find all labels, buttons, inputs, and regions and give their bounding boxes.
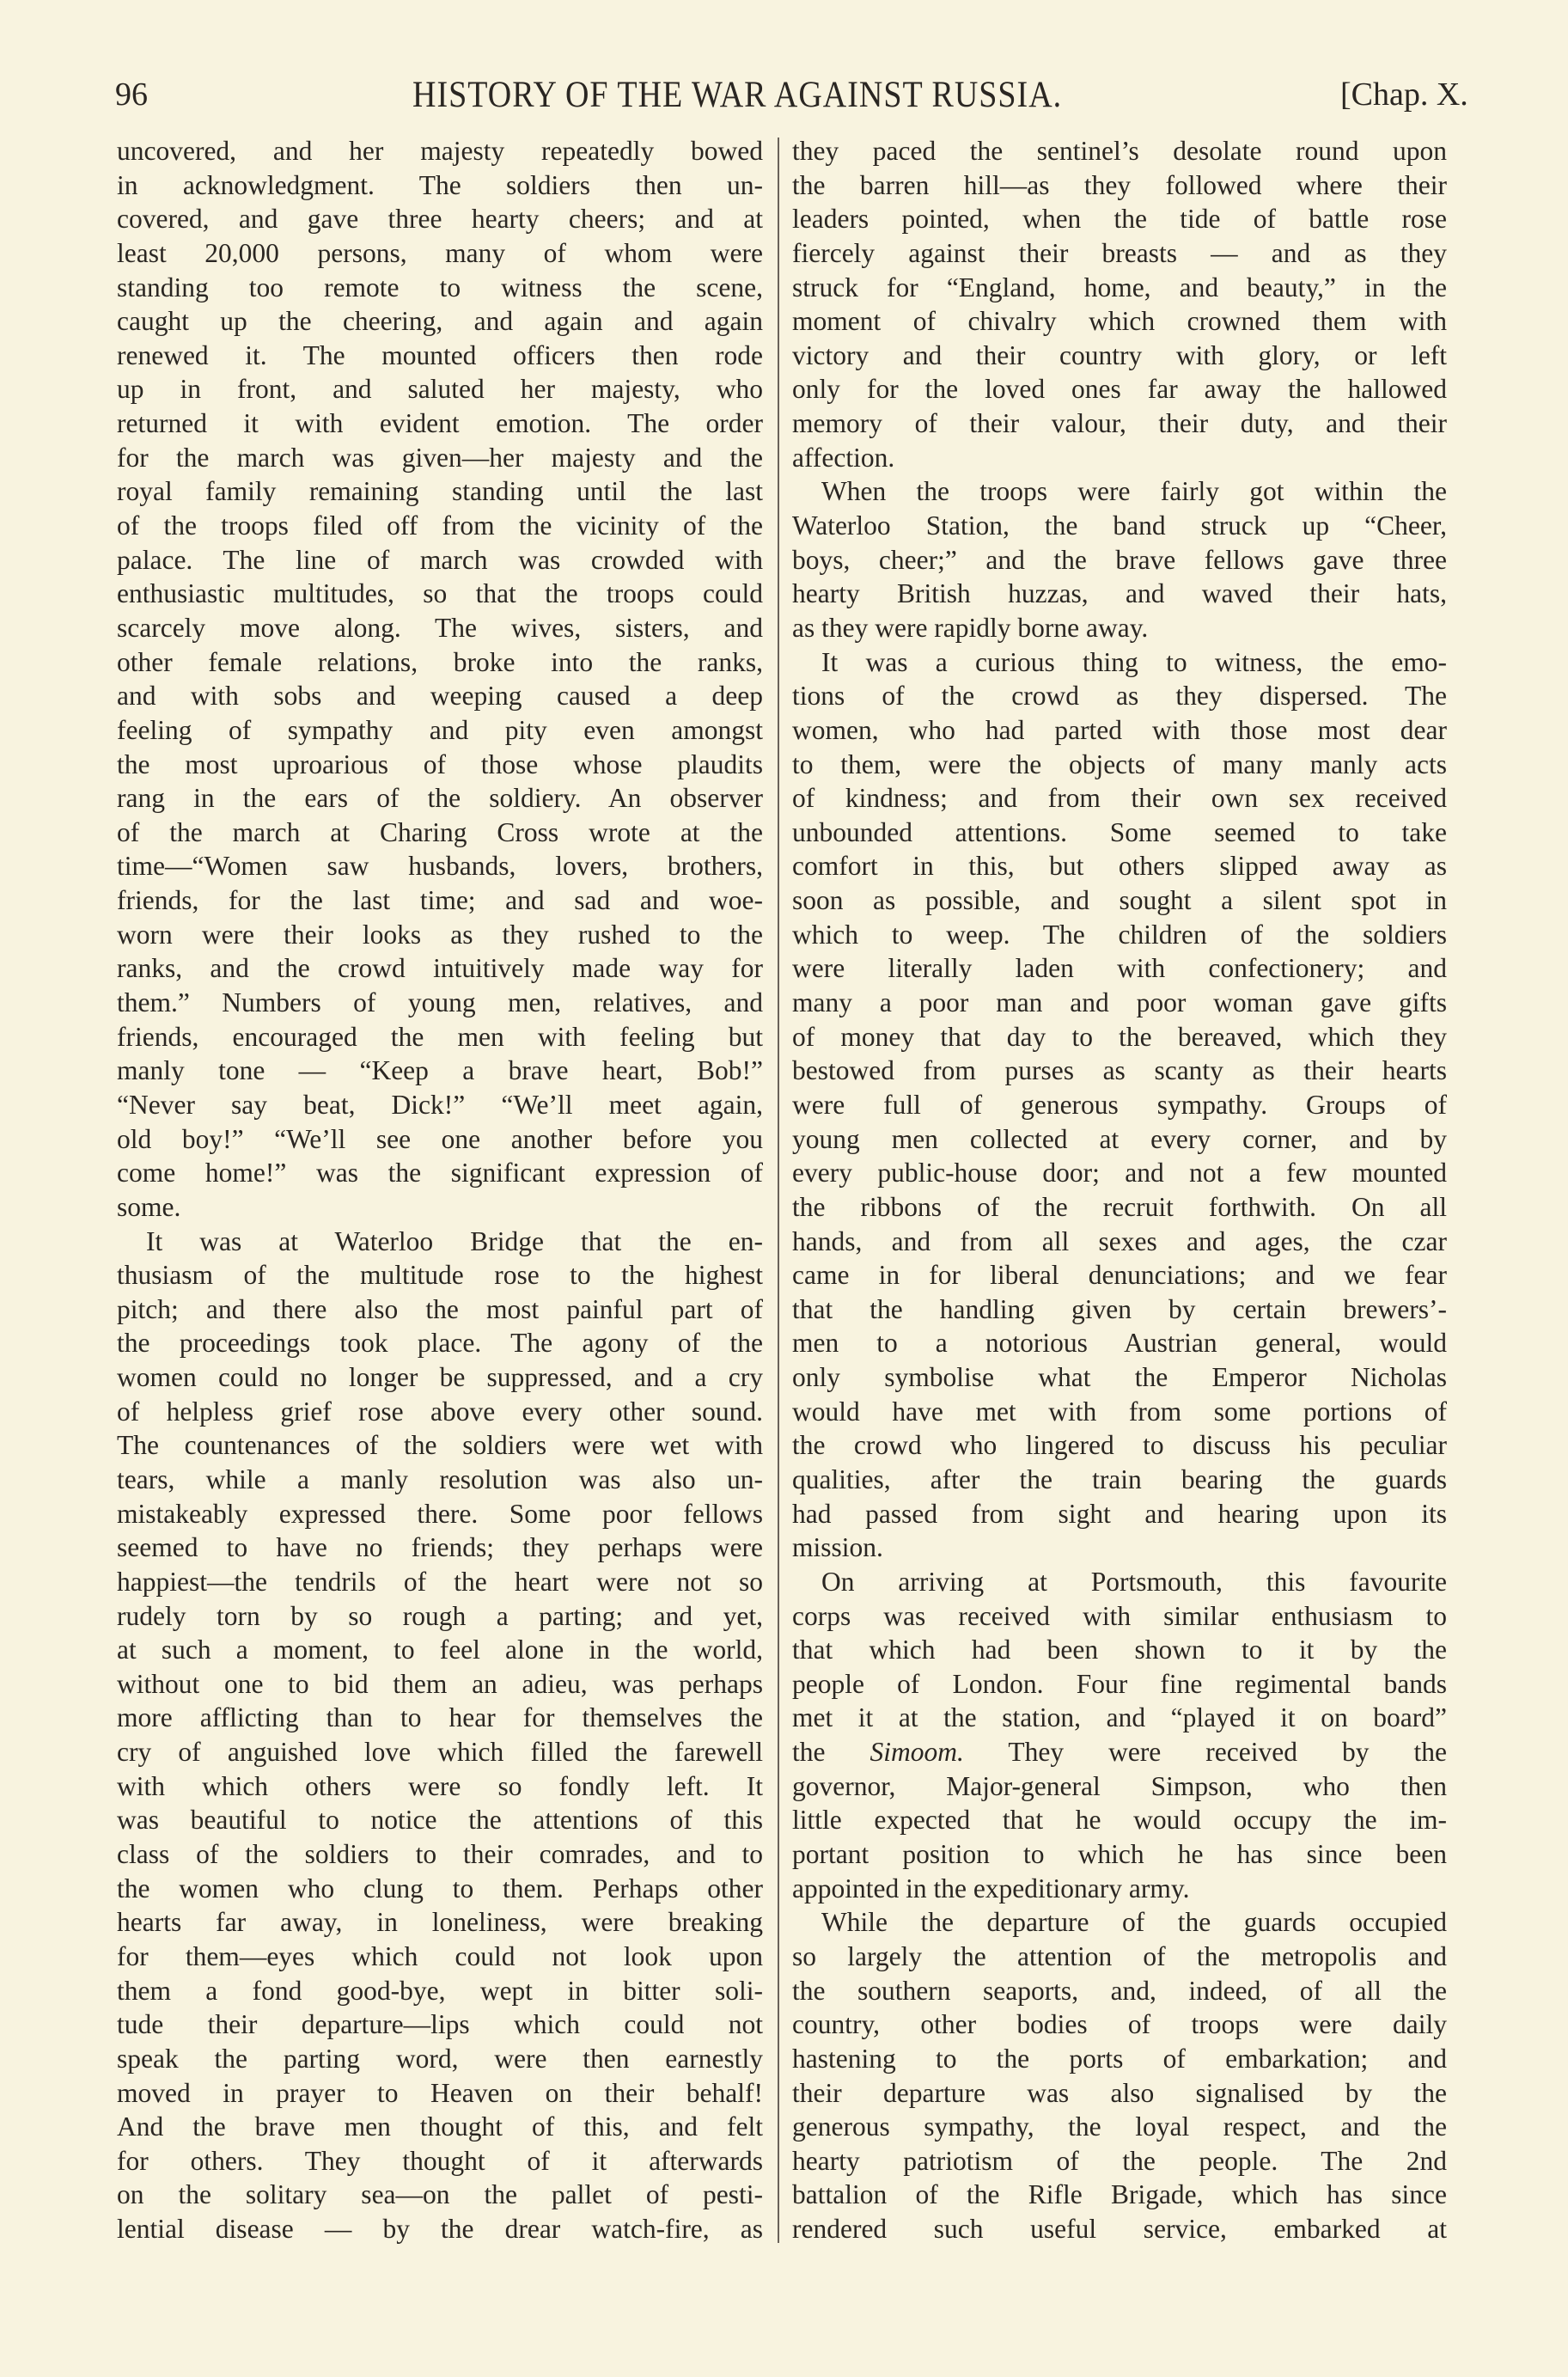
- text-line: at such a moment, to feel alone in the world,: [117, 1635, 763, 1665]
- running-title: HISTORY OF THE WAR AGAINST RUSSIA.: [412, 73, 1063, 116]
- text-line: royal family remaining standing until the last: [117, 476, 763, 507]
- left-column: [117, 134, 763, 2246]
- text-line: of the troops filed off from the vicinity of the: [117, 510, 763, 541]
- text-line: While the departure of the guards occupied: [821, 1907, 1447, 1938]
- text-line: qualities, after the train bearing the guards: [792, 1463, 1447, 1494]
- text-line: were full of generous sympathy. Groups of: [792, 1089, 1447, 1120]
- text-line: unbounded attentions. Some seemed to take: [792, 816, 1447, 847]
- text-line: lential disease — by the drear watch-fire, as: [117, 2214, 763, 2245]
- text-line: would have met with from some portions of: [792, 1396, 1447, 1427]
- text-line: many a poor man and poor woman gave gifts: [792, 987, 1447, 1018]
- text-line: as they were rapidly borne away.: [792, 612, 1149, 643]
- text-line: friends, for the last time; and sad and woe-: [117, 885, 763, 916]
- text-line: mistakeably expressed there. Some poor fellows: [117, 1498, 763, 1529]
- text-line: renewed it. The mounted officers then rode: [117, 339, 763, 370]
- text-line: standing too remote to witness the scene,: [117, 272, 763, 302]
- text-line: When the troops were fairly got within the: [821, 476, 1447, 507]
- text-line: the Simoom. They were received by the: [792, 1737, 1447, 1768]
- text-line: come home!” was the significant expression of: [117, 1158, 763, 1188]
- text-line: tions of the crowd as they dispersed. The: [792, 681, 1447, 712]
- text-line: It was at Waterloo Bridge that the en-: [146, 1225, 763, 1256]
- text-line: that the handling given by certain brewers’-: [792, 1293, 1447, 1324]
- text-line: only symbolise what the Emperor Nicholas: [792, 1362, 1447, 1393]
- text-line: the barren hill—as they followed where their: [792, 169, 1447, 200]
- text-line: to them, were the objects of many manly acts: [792, 749, 1447, 779]
- text-line: more afflicting than to hear for themselves the: [117, 1702, 763, 1733]
- text-line: only for the loved ones far away the hallowed: [792, 374, 1447, 405]
- text-line: young men collected at every corner, and by: [792, 1123, 1447, 1154]
- column-divider: [778, 137, 779, 2243]
- text-line: battalion of the Rifle Brigade, which has since: [792, 2179, 1447, 2210]
- text-line: It was a curious thing to witness, the emo-: [821, 646, 1447, 677]
- text-line: thusiasm of the multitude rose to the highest: [117, 1260, 763, 1291]
- text-line: women could no longer be suppressed, and a cry: [117, 1362, 763, 1393]
- paragraph: [792, 134, 1447, 474]
- text-line: of money that day to the bereaved, which they: [792, 1021, 1447, 1052]
- text-line: other female relations, broke into the ranks,: [117, 646, 763, 677]
- text-line: worn were their looks as they rushed to the: [117, 919, 763, 950]
- text-line: country, other bodies of troops were daily: [792, 2009, 1447, 2040]
- paragraph: [117, 1225, 763, 2246]
- text-line: portant position to which he has since been: [792, 1839, 1447, 1870]
- text-line: for others. They thought of it afterwards: [117, 2145, 763, 2176]
- text-line: comfort in this, but others slipped away as: [792, 851, 1447, 882]
- text-line: least 20,000 persons, many of whom were: [117, 237, 763, 268]
- text-line: fiercely against their breasts — and as they: [792, 237, 1447, 268]
- paragraph: [792, 1905, 1447, 2246]
- text-line: and with sobs and weeping caused a deep: [117, 681, 763, 712]
- text-line: bestowed from purses as scanty as their hearts: [792, 1055, 1447, 1086]
- text-line: for them—eyes which could not look upon: [117, 1940, 763, 1971]
- text-line: rudely torn by so rough a parting; and yet,: [117, 1600, 763, 1631]
- text-line: caught up the cheering, and again and again: [117, 306, 763, 337]
- text-line: covered, and gave three hearty cheers; and at: [117, 204, 763, 235]
- text-line: hands, and from all sexes and ages, the czar: [792, 1225, 1447, 1256]
- text-line: hearty patriotism of the people. The 2nd: [792, 2145, 1447, 2176]
- text-line: speak the parting word, were then earnestly: [117, 2043, 763, 2074]
- text-line: hastening to the ports of embarkation; and: [792, 2043, 1447, 2074]
- text-line: with which others were so fondly left. It: [117, 1770, 763, 1801]
- text-line: friends, encouraged the men with feeling but: [117, 1021, 763, 1052]
- text-line: of helpless grief rose above every other sound.: [117, 1396, 763, 1427]
- text-line: the most uproarious of those whose plaudits: [117, 749, 763, 779]
- text-line: mission.: [792, 1532, 883, 1563]
- text-line: was beautiful to notice the attentions of this: [117, 1805, 763, 1836]
- page-number: 96: [115, 76, 148, 113]
- text-line: up in front, and saluted her majesty, who: [117, 374, 763, 405]
- text-line: the ribbons of the recruit forthwith. On all: [792, 1191, 1447, 1222]
- text-line: them.” Numbers of young men, relatives, and: [117, 987, 763, 1018]
- text-line: class of the soldiers to their comrades, and to: [117, 1839, 763, 1870]
- text-line: victory and their country with glory, or left: [792, 339, 1447, 370]
- text-line: of kindness; and from their own sex received: [792, 783, 1447, 814]
- text-line: On arriving at Portsmouth, this favourite: [821, 1566, 1447, 1597]
- text-line: governor, Major-general Simpson, who then: [792, 1770, 1447, 1801]
- text-line: rang in the ears of the soldiery. An observer: [117, 783, 763, 814]
- text-line: tude their departure—lips which could not: [117, 2009, 763, 2040]
- paragraph: [792, 474, 1447, 645]
- text-line: had passed from sight and hearing upon its: [792, 1498, 1447, 1529]
- text-line: leaders pointed, when the tide of battle rose: [792, 204, 1447, 235]
- text-line: that which had been shown to it by the: [792, 1635, 1447, 1665]
- text-line: which to weep. The children of the soldiers: [792, 919, 1447, 950]
- text-line: affection.: [792, 442, 895, 473]
- text-line: happiest—the tendrils of the heart were not so: [117, 1566, 763, 1597]
- text-line: boys, cheer;” and the brave fellows gave three: [792, 544, 1447, 575]
- text-line: on the solitary sea—on the pallet of pesti-: [117, 2179, 763, 2210]
- text-line: without one to bid them an adieu, was perhaps: [117, 1668, 763, 1699]
- text-line: came in for liberal denunciations; and we fear: [792, 1260, 1447, 1291]
- text-line: appointed in the expeditionary army.: [792, 1873, 1190, 1903]
- running-header: [0, 69, 1568, 120]
- text-line: corps was received with similar enthusiasm to: [792, 1600, 1447, 1631]
- text-line: their departure was also signalised by the: [792, 2077, 1447, 2108]
- text-line: every public-house door; and not a few mounted: [792, 1158, 1447, 1188]
- text-line: some.: [117, 1191, 181, 1222]
- text-line: palace. The line of march was crowded with: [117, 544, 763, 575]
- paragraph: [792, 645, 1447, 1565]
- text-line: the crowd who lingered to discuss his peculiar: [792, 1430, 1447, 1461]
- text-line: them a fond good-bye, wept in bitter soli-: [117, 1975, 763, 2006]
- text-line: “Never say beat, Dick!” “We’ll meet again,: [117, 1089, 763, 1120]
- text-line: of the march at Charing Cross wrote at the: [117, 816, 763, 847]
- text-line: uncovered, and her majesty repeatedly bowed: [117, 136, 763, 166]
- text-line: the southern seaports, and, indeed, of all the: [792, 1975, 1447, 2006]
- text-line: pitch; and there also the most painful part of: [117, 1293, 763, 1324]
- text-line: the proceedings took place. The agony of the: [117, 1328, 763, 1359]
- text-line: for the march was given—her majesty and the: [117, 442, 763, 473]
- text-line: time—“Women saw husbands, lovers, brothers,: [117, 851, 763, 882]
- text-line: scarcely move along. The wives, sisters, and: [117, 612, 763, 643]
- right-column: [792, 134, 1447, 2246]
- paragraph: [792, 1565, 1447, 1905]
- chapter-label: [Chap. X.: [1340, 76, 1468, 113]
- paragraph: [117, 134, 763, 1225]
- text-line: rendered such useful service, embarked at: [792, 2214, 1447, 2245]
- text-line: The countenances of the soldiers were wet with: [117, 1430, 763, 1461]
- text-line: enthusiastic multitudes, so that the troops could: [117, 578, 763, 609]
- text-line: And the brave men thought of this, and felt: [117, 2111, 763, 2142]
- text-line: hearty British huzzas, and waved their hats,: [792, 578, 1447, 609]
- text-line: Waterloo Station, the band struck up “Cheer,: [792, 510, 1447, 541]
- text-line: little expected that he would occupy the im-: [792, 1805, 1447, 1836]
- italic-ship-name: Simoom.: [869, 1737, 964, 1768]
- text-line: people of London. Four fine regimental bands: [792, 1668, 1447, 1699]
- text-line: memory of their valour, their duty, and their: [792, 408, 1447, 439]
- text-line: moved in prayer to Heaven on their behalf!: [117, 2077, 763, 2108]
- text-line: were literally laden with confectionery; and: [792, 953, 1447, 984]
- text-line: old boy!” “We’ll see one another before you: [117, 1123, 763, 1154]
- text-line: moment of chivalry which crowned them with: [792, 306, 1447, 337]
- text-line: struck for “England, home, and beauty,” in the: [792, 272, 1447, 302]
- text-line: returned it with evident emotion. The order: [117, 408, 763, 439]
- text-line: cry of anguished love which filled the farewell: [117, 1737, 763, 1768]
- text-line: seemed to have no friends; they perhaps were: [117, 1532, 763, 1563]
- text-line: the women who clung to them. Perhaps other: [117, 1873, 763, 1903]
- text-line: feeling of sympathy and pity even amongst: [117, 714, 763, 745]
- text-line: generous sympathy, the loyal respect, and the: [792, 2111, 1447, 2142]
- text-line: manly tone — “Keep a brave heart, Bob!”: [117, 1055, 763, 1086]
- text-line: women, who had parted with those most dear: [792, 714, 1447, 745]
- text-line: so largely the attention of the metropolis and: [792, 1940, 1447, 1971]
- text-line: soon as possible, and sought a silent spot in: [792, 885, 1447, 916]
- text-line: met it at the station, and “played it on board”: [792, 1702, 1447, 1733]
- text-line: men to a notorious Austrian general, would: [792, 1328, 1447, 1359]
- text-line: in acknowledgment. The soldiers then un-: [117, 169, 763, 200]
- text-line: hearts far away, in loneliness, were breaking: [117, 1907, 763, 1938]
- text-line: tears, while a manly resolution was also un-: [117, 1463, 763, 1494]
- text-line: ranks, and the crowd intuitively made way for: [117, 953, 763, 984]
- text-line: they paced the sentinel’s desolate round upon: [792, 136, 1447, 166]
